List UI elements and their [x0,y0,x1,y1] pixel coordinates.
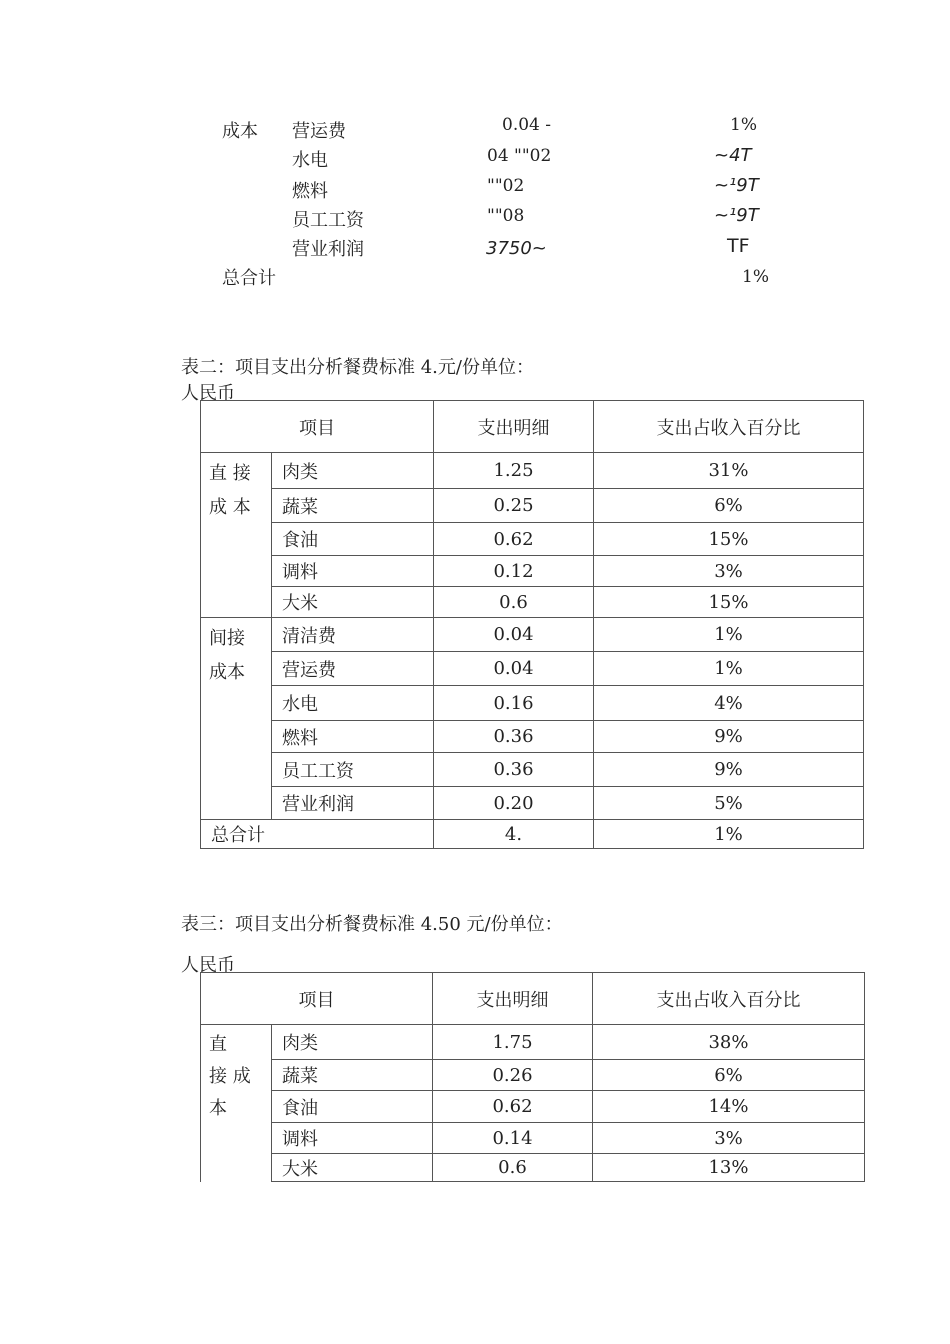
table3-item: 食油 [272,1091,433,1123]
table3-item: 大米 [272,1154,433,1182]
table2-pct: 1% [594,618,864,652]
table2-pct: 4% [594,686,864,721]
table2-pct: 9% [594,753,864,787]
table3 [200,972,865,1182]
fragment-row-detail: 04 ""02 [487,146,552,166]
table2-direct-cost-label [201,453,272,618]
table2-detail: 0.12 [434,556,594,587]
fragment-row-detail: ""08 [487,206,525,226]
table3-pct: 3% [593,1123,865,1154]
table3-direct-cost-label [201,1025,272,1182]
table2-pct: 9% [594,721,864,753]
table2-item: 水电 [272,686,434,721]
table3-detail: 0.62 [433,1091,593,1123]
table3-pct: 6% [593,1060,865,1091]
fragment-row-detail: ""02 [487,176,525,196]
table2-detail: 0.36 [434,753,594,787]
fragment-row-pct: 1% [730,115,757,135]
table2-direct-label-line: 成 本 [209,497,251,518]
table2-total-label: 总合计 [201,820,434,849]
table2-pct: 3% [594,556,864,587]
table2-header-item: 项目 [201,401,434,453]
table2-detail: 0.36 [434,721,594,753]
table2-pct: 15% [594,587,864,618]
table3-direct-label-line: 接 成 [209,1066,251,1087]
table2-detail: 0.20 [434,787,594,820]
fragment-group-label: 成本 [222,121,258,142]
table2-pct: 15% [594,523,864,556]
table3-direct-label-line: 本 [209,1098,227,1119]
fragment-row-item: 水电 [292,150,328,171]
table2-pct: 6% [594,489,864,523]
fragment-row-pct: TF [727,235,750,257]
table3-item: 肉类 [272,1025,433,1060]
table2-pct: 1% [594,652,864,686]
fragment-row-item: 员工工资 [292,210,364,231]
fragment-row-detail: 0.04 - [502,115,551,135]
table2-detail: 0.6 [434,587,594,618]
table2 [200,400,864,849]
table2-item: 食油 [272,523,434,556]
table2-caption-unit: 人民币 [181,383,235,404]
table2-detail: 0.16 [434,686,594,721]
table3-item: 调料 [272,1123,433,1154]
table2-pct: 5% [594,787,864,820]
table3-header-pct: 支出占收入百分比 [593,973,865,1025]
table2-item: 营运费 [272,652,434,686]
table2-indirect-label-line: 间接 [209,628,245,649]
table3-detail: 0.6 [433,1154,593,1182]
table2-item: 大米 [272,587,434,618]
table2-indirect-label-line: 成本 [209,662,245,683]
table2-detail: 0.04 [434,618,594,652]
table2-item: 蔬菜 [272,489,434,523]
table2-detail: 0.04 [434,652,594,686]
table2-indirect-cost-label [201,618,272,820]
table2-detail: 0.25 [434,489,594,523]
table3-caption: 表三：项目支出分析餐费标准 4.50 元/份单位： [181,914,563,935]
table3-detail: 0.14 [433,1123,593,1154]
fragment-total-label: 总合计 [222,268,276,289]
fragment-row-pct: ~¹9T [714,205,759,226]
table2-item: 清洁费 [272,618,434,652]
table3-detail: 1.75 [433,1025,593,1060]
fragment-row-pct: ~4T [714,145,752,166]
table3-pct: 38% [593,1025,865,1060]
table3-header-detail: 支出明细 [433,973,593,1025]
table2-item: 肉类 [272,453,434,489]
table2-total-pct: 1% [594,820,864,849]
fragment-row-item: 燃料 [292,181,328,202]
table2-caption: 表二：项目支出分析餐费标准 4.元/份单位： [181,357,534,378]
table3-header-item: 项目 [201,973,433,1025]
table3-direct-label-line: 直 [209,1034,227,1055]
table2-direct-label-line: 直 接 [209,463,251,484]
table2-header-detail: 支出明细 [434,401,594,453]
fragment-row-item: 营业利润 [292,239,364,260]
table2-item: 燃料 [272,721,434,753]
table3-item: 蔬菜 [272,1060,433,1091]
fragment-row-pct: ~¹9T [714,175,759,196]
fragment-row-item: 营运费 [292,121,346,142]
table3-caption-unit: 人民币 [181,955,235,976]
fragment-total-pct: 1% [742,267,769,287]
table3-pct: 13% [593,1154,865,1182]
table2-item: 营业利润 [272,787,434,820]
table2-detail: 0.62 [434,523,594,556]
table2-detail: 1.25 [434,453,594,489]
table2-header-pct: 支出占收入百分比 [594,401,864,453]
table3-pct: 14% [593,1091,865,1123]
fragment-row-detail: 3750~ [486,238,547,259]
table2-item: 调料 [272,556,434,587]
table2-item: 员工工资 [272,753,434,787]
table3-detail: 0.26 [433,1060,593,1091]
table2-total-detail: 4. [434,820,594,849]
table2-pct: 31% [594,453,864,489]
